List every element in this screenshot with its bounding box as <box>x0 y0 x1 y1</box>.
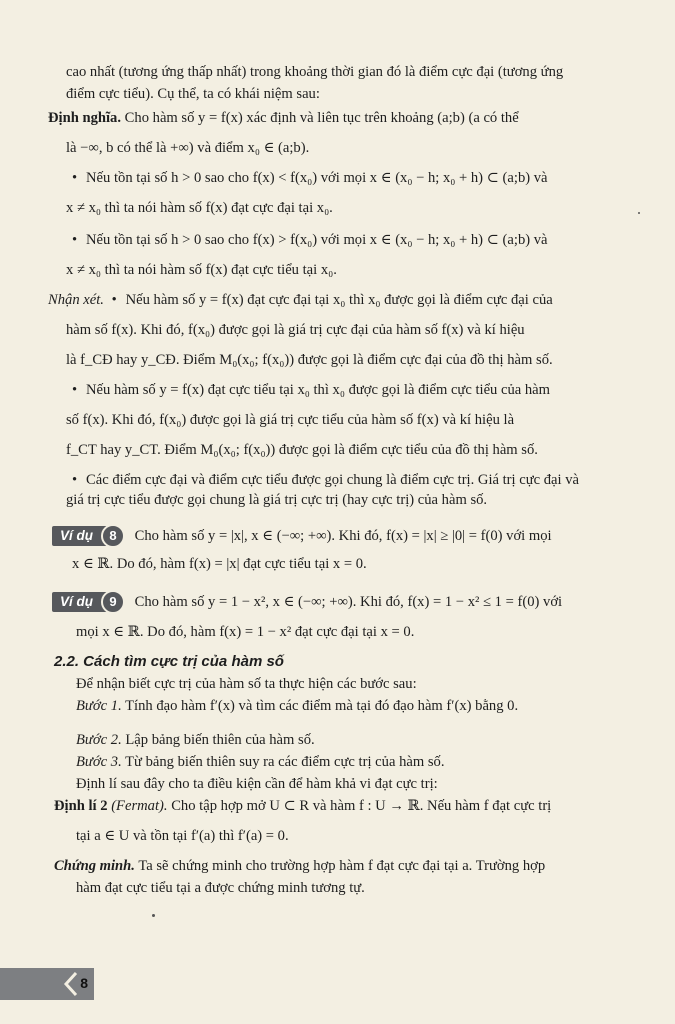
example-label: Ví dụ <box>60 594 93 609</box>
bullet-line <box>72 230 548 250</box>
definition-text: Cho hàm số y = f(x) xác định và liên tục trên khoảng (a;b) (a có thể <box>124 110 519 126</box>
ink-dot <box>638 212 640 214</box>
text-line: f_CT hay y_CT. Điểm M₀(x₀; f(x₀)) được gọi là điểm cực tiểu của đồ thị hàm số. <box>66 442 538 458</box>
remark-label: Nhận xét. <box>48 292 104 308</box>
text-line: là −∞, b có thể là +∞) và điểm x₀ ∈ (a;b). <box>66 140 310 156</box>
text-line: x ∈ ℝ. Do đó, hàm f(x) = |x| đạt cực tiểu tại x = 0. <box>72 556 367 572</box>
text-line: hàm số f(x). Khi đó, f(x₀) được gọi là giá trị cực đại của hàm số f(x) và kí hiệu <box>66 322 525 338</box>
bullet-icon: • <box>72 472 78 488</box>
bullet-text: Nếu tồn tại số h > 0 sao cho f(x) < f(x₀) với mọi x ∈ (x₀ − h; x₀ + h) ⊂ (a;b) và <box>86 170 548 186</box>
step-text: Từ bảng biến thiên suy ra các điểm cực trị của hàm số. <box>125 754 445 770</box>
text-line: hàm đạt cực tiểu tại a được chứng minh tương tự. <box>76 880 365 896</box>
text-line: x ≠ x₀ thì ta nói hàm số f(x) đạt cực tiểu tại x₀. <box>66 262 337 278</box>
text-line: mọi x ∈ ℝ. Do đó, hàm f(x) = 1 − x² đạt cực đại tại x = 0. <box>76 624 415 640</box>
chevron-left-icon <box>60 970 82 998</box>
example-badge <box>52 526 115 546</box>
example-number: 8 <box>101 524 125 548</box>
bullet-line <box>72 380 550 400</box>
text-line: là f_CĐ hay y_CĐ. Điểm M₀(x₀; f(x₀)) được gọi là điểm cực đại của đồ thị hàm số. <box>66 352 553 368</box>
text-line: số f(x). Khi đó, f(x₀) được gọi là giá trị cực tiểu của hàm số f(x) và kí hiệu là <box>66 412 515 428</box>
section-title: 2.2. Cách tìm cực trị của hàm số <box>54 653 284 670</box>
theorem-line <box>54 796 551 816</box>
step-label: Bước 2. <box>76 732 122 748</box>
bullet-text: Nếu hàm số y = f(x) đạt cực đại tại x₀ thì x₀ được gọi là điểm cực đại của <box>125 292 553 308</box>
ink-dot <box>152 914 155 917</box>
example-text: Cho hàm số y = |x|, x ∈ (−∞; +∞). Khi đó, f(x) = |x| ≥ |0| = f(0) với mọi <box>134 528 552 544</box>
text-line: giá trị cực tiểu được gọi chung là giá trị cực trị (hay cực trị) của hàm số. <box>66 492 488 508</box>
definition-line <box>48 108 519 128</box>
example-number: 9 <box>101 590 125 614</box>
step-3-line <box>76 752 444 772</box>
bullet-icon: • <box>72 170 78 186</box>
step-1-line <box>76 696 518 716</box>
text-line: x ≠ x₀ thì ta nói hàm số f(x) đạt cực đại tại x₀. <box>66 200 333 216</box>
step-2-line <box>76 730 315 750</box>
theorem-name: (Fermat). <box>111 798 168 814</box>
bullet-icon: • <box>111 292 117 308</box>
proof-label: Chứng minh. <box>54 858 135 874</box>
bullet-icon: • <box>72 382 78 398</box>
example-badge <box>52 592 115 612</box>
bullet-line <box>72 168 548 188</box>
example-label: Ví dụ <box>60 528 93 543</box>
bullet-text: Nếu hàm số y = f(x) đạt cực tiểu tại x₀ thì x₀ được gọi là điểm cực tiểu của hàm <box>86 382 551 398</box>
page-number: 8 <box>80 975 88 991</box>
bullet-text: Các điểm cực đại và điểm cực tiểu được gọi chung là điểm cực trị. Giá trị cực đại và <box>86 472 580 488</box>
step-text: Tính đạo hàm f′(x) và tìm các điểm mà tại đó đạo hàm f′(x) bằng 0. <box>125 698 519 714</box>
theorem-label: Định lí 2 <box>54 798 108 814</box>
remark-line <box>48 290 553 310</box>
text-line: Để nhận biết cực trị của hàm số ta thực hiện các bước sau: <box>76 676 417 692</box>
step-label: Bước 1. <box>76 698 122 714</box>
example-9-line <box>52 592 562 612</box>
theorem-text: Cho tập hợp mở U ⊂ R và hàm f : U → ℝ. Nếu hàm f đạt cực trị <box>171 798 552 814</box>
text-line: tại a ∈ U và tồn tại f′(a) thì f′(a) = 0. <box>76 828 289 844</box>
step-label: Bước 3. <box>76 754 122 770</box>
example-text: Cho hàm số y = 1 − x², x ∈ (−∞; +∞). Khi đó, f(x) = 1 − x² ≤ 1 = f(0) với <box>134 594 563 610</box>
bullet-line <box>72 470 579 490</box>
text-line: điểm cực tiểu). Cụ thể, ta có khái niệm sau: <box>66 86 320 102</box>
bullet-icon: • <box>72 232 78 248</box>
text-line: Định lí sau đây cho ta điều kiện cần để hàm khả vi đạt cực trị: <box>76 776 438 792</box>
proof-line <box>54 856 545 876</box>
definition-label: Định nghĩa. <box>48 110 122 126</box>
text-line: cao nhất (tương ứng thấp nhất) trong khoảng thời gian đó là điểm cực đại (tương ứng <box>66 64 564 80</box>
proof-text: Ta sẽ chứng minh cho trường hợp hàm f đạt cực đại tại a. Trường hợp <box>138 858 546 874</box>
bullet-text: Nếu tồn tại số h > 0 sao cho f(x) > f(x₀) với mọi x ∈ (x₀ − h; x₀ + h) ⊂ (a;b) và <box>86 232 548 248</box>
step-text: Lập bảng biến thiên của hàm số. <box>125 732 315 748</box>
page-footer <box>0 968 94 1000</box>
example-8-line <box>52 526 552 546</box>
